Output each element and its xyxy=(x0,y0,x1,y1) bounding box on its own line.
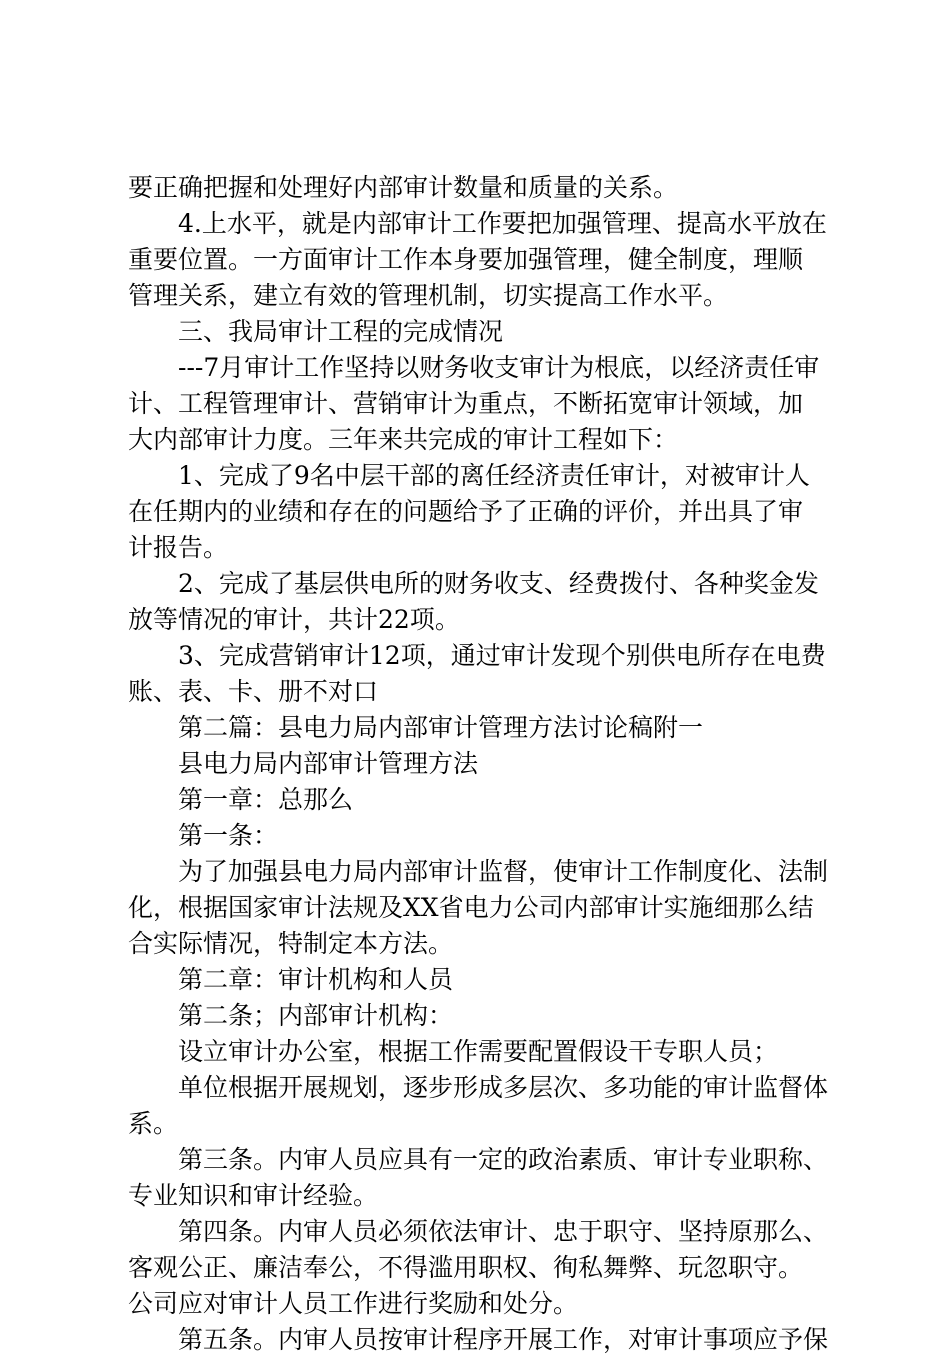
section-heading: 第二篇：县电力局内部审计管理方法讨论稿附一 xyxy=(178,713,704,742)
article-heading: 第二条；内部审计机构： xyxy=(178,1001,454,1030)
text-line: 要正确把握和处理好内部审计数量和质量的关系。 xyxy=(128,173,679,202)
article-paragraph: 第四条。内审人员必须依法审计、忠于职守、坚持原那么、 xyxy=(178,1217,829,1246)
list-item: 3、完成营销审计12项，通过审计发现个别供电所存在电费 xyxy=(178,641,826,670)
text-line: 公司应对审计人员工作进行奖励和处分。 xyxy=(128,1289,579,1318)
text-line: 账、表、卡、册不对口 xyxy=(128,677,379,706)
document-title: 县电力局内部审计管理方法 xyxy=(178,749,479,778)
text-line: 重要位置。一方面审计工作本身要加强管理，健全制度，理顺 xyxy=(128,245,804,274)
text-line: 单位根据开展规划，逐步形成多层次、多功能的审计监督体 xyxy=(178,1073,829,1102)
text-line: 大内部审计力度。三年来共完成的审计工程如下： xyxy=(128,425,679,454)
text-line: 设立审计办公室，根据工作需要配置假设干专职人员； xyxy=(178,1037,779,1066)
text-line: 专业知识和审计经验。 xyxy=(128,1181,379,1210)
chapter-heading: 第一章：总那么 xyxy=(178,785,354,814)
text-line: 为了加强县电力局内部审计监督，使审计工作制度化、法制 xyxy=(178,857,829,886)
article-paragraph: 第五条。内审人员按审计程序开展工作，对审计事项应予保 xyxy=(178,1325,829,1354)
text-line: 计、工程管理审计、营销审计为重点，不断拓宽审计领域，加 xyxy=(128,389,804,418)
text-line: 4.上水平，就是内部审计工作要把加强管理、提高水平放在 xyxy=(178,209,827,238)
text-line: 化，根据国家审计法规及XX省电力公司内部审计实施细那么结 xyxy=(128,893,814,922)
text-line: 管理关系，建立有效的管理机制，切实提高工作水平。 xyxy=(128,281,729,310)
section-heading: 三、我局审计工程的完成情况 xyxy=(178,317,504,346)
text-line: 计报告。 xyxy=(128,533,229,562)
text-line: 放等情况的审计，共计22项。 xyxy=(128,605,460,634)
article-paragraph: 第三条。内审人员应具有一定的政治素质、审计专业职称、 xyxy=(178,1145,829,1174)
text-line: ---7月审计工作坚持以财务收支审计为根底，以经济责任审 xyxy=(178,353,820,382)
text-line: 合实际情况，特制定本方法。 xyxy=(128,929,454,958)
text-line: 系。 xyxy=(128,1109,179,1138)
chapter-heading: 第二章：审计机构和人员 xyxy=(178,965,454,994)
list-item: 2、完成了基层供电所的财务收支、经费拨付、各种奖金发 xyxy=(178,569,819,598)
text-line: 在任期内的业绩和存在的问题给予了正确的评价，并出具了审 xyxy=(128,497,804,526)
list-item: 1、完成了9名中层干部的离任经济责任审计，对被审计人 xyxy=(178,461,810,490)
text-line: 客观公正、廉洁奉公，不得滥用职权、徇私舞弊、玩忽职守。 xyxy=(128,1253,804,1282)
article-heading: 第一条： xyxy=(178,821,279,850)
document-body xyxy=(128,170,838,1358)
